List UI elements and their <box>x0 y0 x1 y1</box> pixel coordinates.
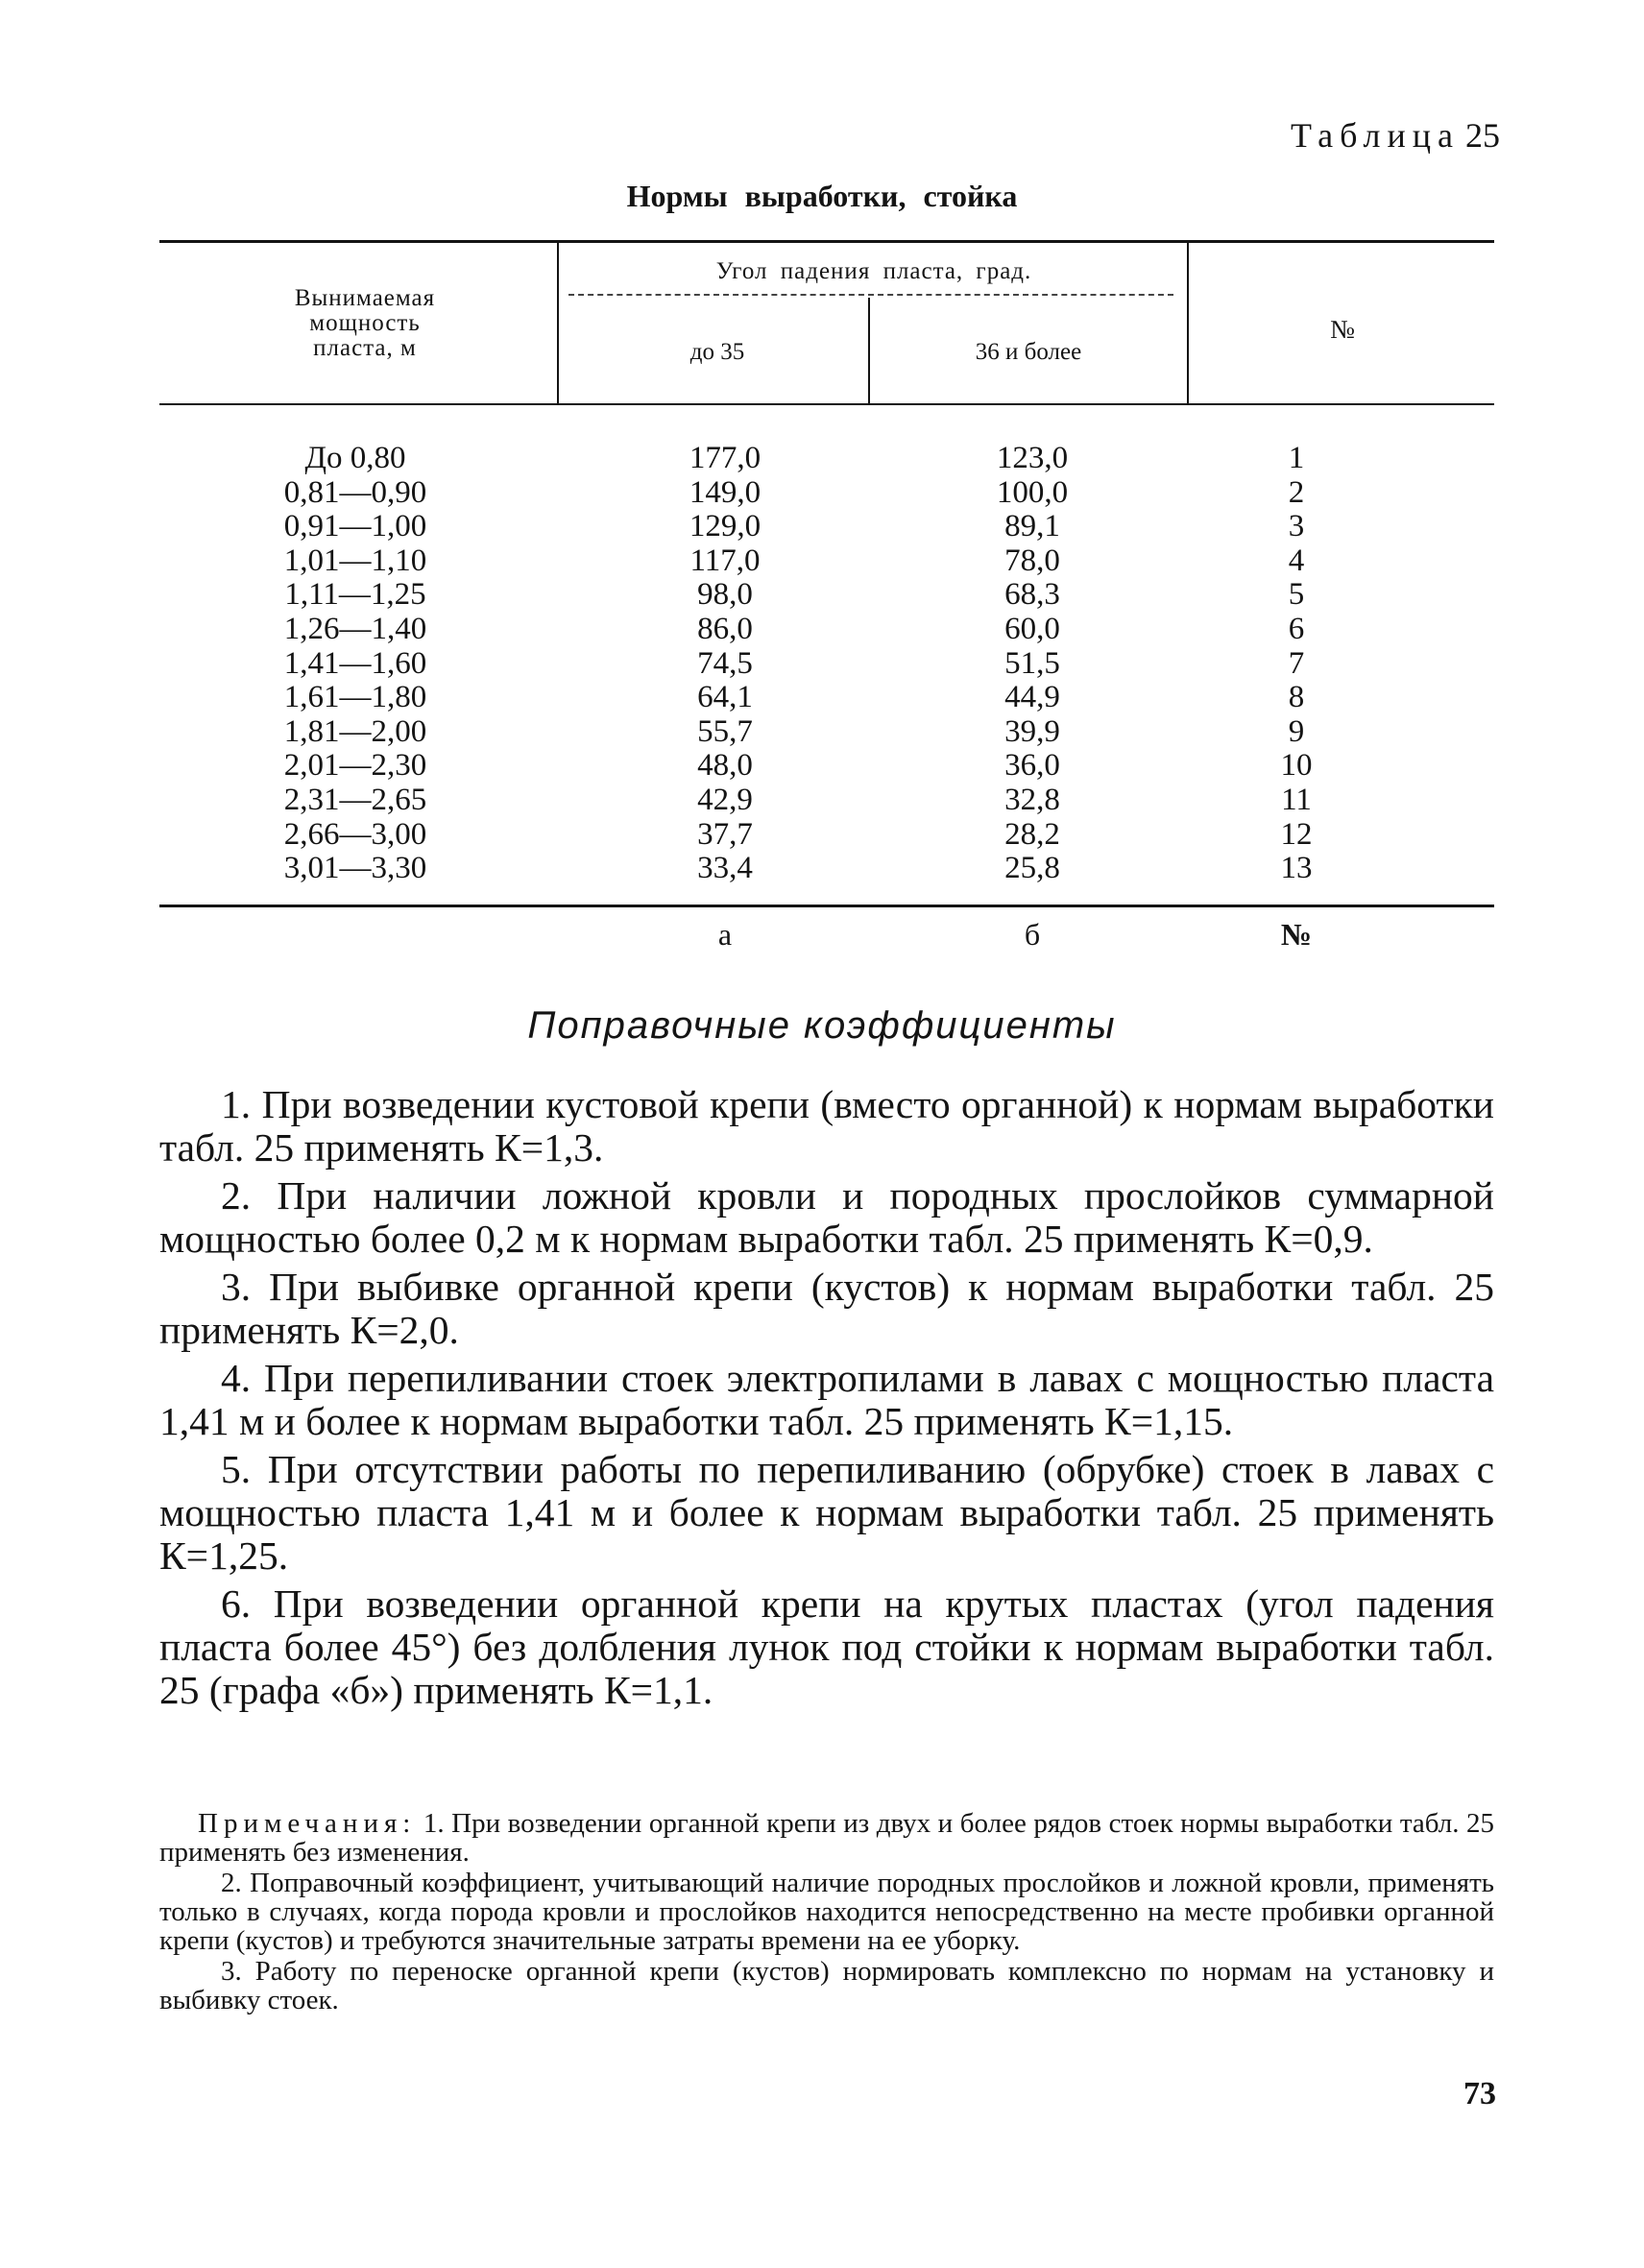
header-angle-up-to-35: до 35 <box>689 339 745 365</box>
header-number: № <box>1330 315 1355 344</box>
table-cell-b: 68,3 <box>1004 577 1060 613</box>
note: 3. Работу по переноске органной крепи (кустов) нормировать комплексно по нормам на установку и выбивку стоек. <box>159 1956 1494 2015</box>
column-letter-a: а <box>717 917 733 952</box>
table-cell-a: 98,0 <box>697 577 753 613</box>
table-cell-number: 12 <box>1280 816 1313 852</box>
table-cell-a: 33,4 <box>697 851 753 886</box>
table-cell-a: 55,7 <box>697 713 753 749</box>
table-cell-number: 9 <box>1288 713 1305 749</box>
table-cell-b: 39,9 <box>1004 713 1060 749</box>
table-cell-thickness: 3,01—3,30 <box>283 851 427 886</box>
table-cell-b: 25,8 <box>1004 851 1060 886</box>
header-angle-underline <box>568 294 1173 296</box>
note-text: 1. При возведении органной крепи из двух и более рядов стоек нормы выработки табл. 25 применять без изменения. <box>159 1808 1495 1868</box>
table-cell-number: 4 <box>1288 543 1305 578</box>
header-angle: Угол падения пласта, град. <box>715 258 1032 284</box>
header-thickness-line: пласта, м <box>313 335 417 361</box>
table-cell-a: 117,0 <box>689 543 761 578</box>
table-cell-b: 51,5 <box>1004 645 1060 681</box>
table-cell-a: 129,0 <box>689 509 762 544</box>
header-divider-right <box>1187 243 1189 403</box>
paragraph: 5. При отсутствии работы по перепиливанию (обрубке) стоек в лавах с мощностью пласта 1,41 м и более к нормам выработки табл. 25 применять К=1,25. <box>159 1447 1494 1578</box>
table-cell-b: 100,0 <box>996 474 1069 510</box>
table-cell-b: 36,0 <box>1004 748 1060 784</box>
page-number: 73 <box>1463 2076 1496 2111</box>
table-cell-thickness: 0,81—0,90 <box>283 474 427 510</box>
table-cell-thickness: 1,61—1,80 <box>283 680 427 715</box>
paragraph: 3. При выбивке органной крепи (кустов) к нормам выработки табл. 25 применять К=2,0. <box>159 1265 1494 1352</box>
paragraph: 2. При наличии ложной кровли и породных прослойков суммарной мощностью более 0,2 м к нормам выработки табл. 25 применять К=0,9. <box>159 1173 1494 1261</box>
notes <box>159 1809 1494 2016</box>
table-cell-thickness: 2,31—2,65 <box>283 782 427 817</box>
header-thickness <box>192 286 538 361</box>
table-cell-a: 37,7 <box>697 816 753 852</box>
table-cell-number: 8 <box>1288 680 1305 715</box>
table-cell-thickness: До 0,80 <box>304 441 406 475</box>
table-cell-number: 13 <box>1280 851 1313 886</box>
table-cell-b: 89,1 <box>1004 509 1060 544</box>
table-cell-thickness: 1,81—2,00 <box>283 713 427 749</box>
table-label <box>1291 115 1500 156</box>
header-thickness-line: Вынимаемая <box>294 285 436 311</box>
table-cell-b: 32,8 <box>1004 782 1060 817</box>
table-cell-b: 123,0 <box>996 441 1069 475</box>
table-cell-number: 2 <box>1288 474 1305 510</box>
paragraph: 4. При перепиливании стоек электропилами в лавах с мощностью пласта 1,41 м и более к нормам выработки табл. 25 применять К=1,15. <box>159 1356 1494 1443</box>
header-divider-left <box>557 243 559 403</box>
table-cell-number: 5 <box>1288 577 1305 613</box>
column-letter-b: б <box>1024 917 1041 952</box>
table-label-word: Таблица <box>1291 116 1460 155</box>
table-cell-thickness: 2,01—2,30 <box>283 748 427 784</box>
table-cell-number: 3 <box>1288 509 1305 544</box>
column-number <box>1239 442 1354 886</box>
table-cell-b: 78,0 <box>1004 543 1060 578</box>
table-cell-b: 44,9 <box>1004 680 1060 715</box>
table-cell-a: 86,0 <box>697 611 753 646</box>
table-cell-number: 6 <box>1288 611 1305 646</box>
table-cell-b: 28,2 <box>1004 816 1060 852</box>
table-label-number: 25 <box>1465 116 1500 155</box>
note: 2. Поправочный коэффициент, учитывающий наличие породных прослойков и ложной кровли, применять только в случаях, когда порода кровли и прослойков находится непосредственно на месте пробивки органной крепи (кустов) и требуются значительные затраты времени на ее уборку. <box>159 1868 1494 1956</box>
table-cell-a: 64,1 <box>697 680 753 715</box>
paragraph: 6. При возведении органной крепи на крутых пластах (угол падения пласта более 45°) без долбления лунок под стойки к нормам выработки табл. 25 (графа «б») применять К=1,1. <box>159 1581 1494 1712</box>
table-cell-thickness: 1,26—1,40 <box>283 611 427 646</box>
column-b <box>922 442 1143 886</box>
correction-coefficients <box>159 1083 1494 1717</box>
table-cell-number: 10 <box>1280 748 1313 784</box>
table-cell-thickness: 1,01—1,10 <box>283 543 427 578</box>
table-cell-number: 1 <box>1288 441 1305 475</box>
table-cell-number: 11 <box>1281 782 1312 817</box>
table-header-rule <box>159 403 1494 405</box>
column-a <box>615 442 835 886</box>
table-cell-number: 7 <box>1288 645 1305 681</box>
paragraph: 1. При возведении кустовой крепи (вместо органной) к нормам выработки табл. 25 применять К=1,3. <box>159 1082 1494 1170</box>
section-title: Поправочные коэффициенты <box>527 1004 1117 1047</box>
column-thickness <box>230 442 480 886</box>
table-cell-thickness: 0,91—1,00 <box>283 509 427 544</box>
table-cell-thickness: 2,66—3,00 <box>283 816 427 852</box>
table-cell-thickness: 1,41—1,60 <box>283 645 427 681</box>
header-thickness-line: мощность <box>309 310 421 336</box>
note <box>159 1809 1494 1867</box>
table-cell-a: 177,0 <box>689 441 762 475</box>
table-cell-a: 42,9 <box>697 782 753 817</box>
table-cell-a: 149,0 <box>689 474 762 510</box>
header-angle-36-and-more: 36 и более <box>975 339 1082 365</box>
table-cell-b: 60,0 <box>1004 611 1060 646</box>
table-top-rule <box>159 240 1494 243</box>
table-cell-a: 74,5 <box>697 645 753 681</box>
table-bottom-rule <box>159 905 1494 907</box>
table-cell-a: 48,0 <box>697 748 753 784</box>
table-title: Нормы выработки, стойка <box>626 179 1018 213</box>
column-letter-number: № <box>1280 917 1313 952</box>
table-cell-thickness: 1,11—1,25 <box>284 577 426 613</box>
notes-lead: Примечания: <box>198 1808 417 1839</box>
